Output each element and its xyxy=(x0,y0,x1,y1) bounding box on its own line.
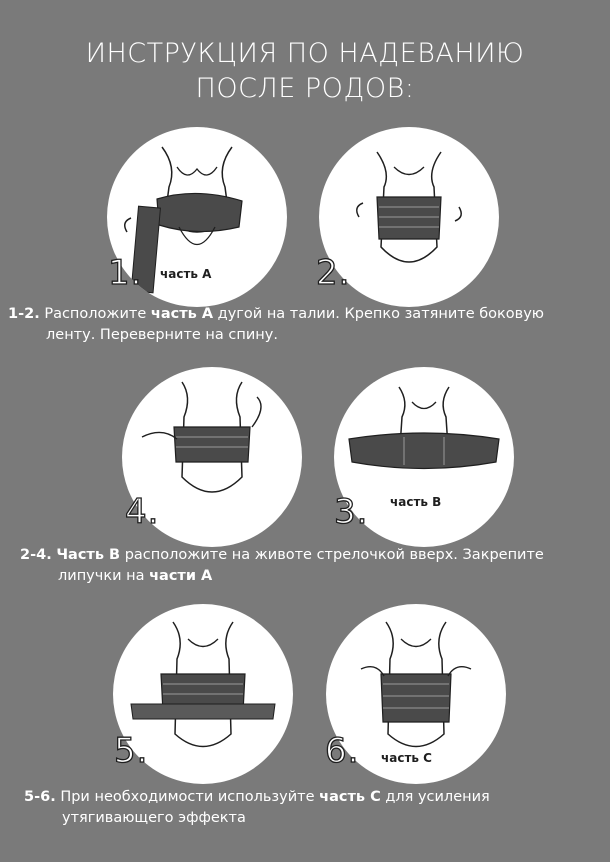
instruction-1-bold: часть А xyxy=(150,306,214,322)
step-3-number: 3. xyxy=(334,492,369,532)
rotate-arrow-icon xyxy=(125,218,131,232)
instruction-2-bold-b: части А xyxy=(149,568,213,584)
step-4-number: 4. xyxy=(125,492,160,532)
instruction-2-line-2: липучки на xyxy=(58,568,150,584)
step-6-part-label: часть С xyxy=(381,751,432,765)
step-6-number: 6. xyxy=(325,731,360,771)
instruction-1 xyxy=(8,304,603,346)
step-1-part-label: часть А xyxy=(160,267,212,281)
instruction-3-text-a: При необходимости используйте xyxy=(55,789,320,805)
instruction-3-text-b: для усиления xyxy=(380,789,490,805)
instruction-1-text-b: дугой на талии. Крепко затяните боковую xyxy=(213,306,545,322)
step-5-number: 5. xyxy=(114,731,149,771)
instruction-1-text-a: Расположите xyxy=(39,306,151,322)
instruction-1-prefix: 1-2. xyxy=(8,306,40,322)
instruction-2-prefix: 2-4. xyxy=(20,547,52,563)
title-line-1: ИНСТРУКЦИЯ ПО НАДЕВАНИЮ xyxy=(85,38,525,69)
instruction-3-prefix: 5-6. xyxy=(24,789,56,805)
instruction-3-bold: часть С xyxy=(319,789,381,805)
instruction-1-line-2: ленту. Переверните на спину. xyxy=(46,327,278,343)
step-1-number: 1. xyxy=(108,253,143,293)
instruction-2 xyxy=(20,545,605,587)
instruction-3-line-2: утягивающего эффекта xyxy=(62,810,246,826)
step-2-number: 2. xyxy=(316,253,351,293)
rotate-arrow-icon xyxy=(357,203,363,217)
title-line-2: ПОСЛЕ РОДОВ: xyxy=(195,73,415,104)
step-3-part-label: часть В xyxy=(390,495,442,509)
instruction-2-text-b: расположите на животе стрелочкой вверх. Закрепите xyxy=(120,547,544,563)
instruction-3 xyxy=(24,787,604,829)
instruction-2-bold: Часть В xyxy=(56,547,121,563)
